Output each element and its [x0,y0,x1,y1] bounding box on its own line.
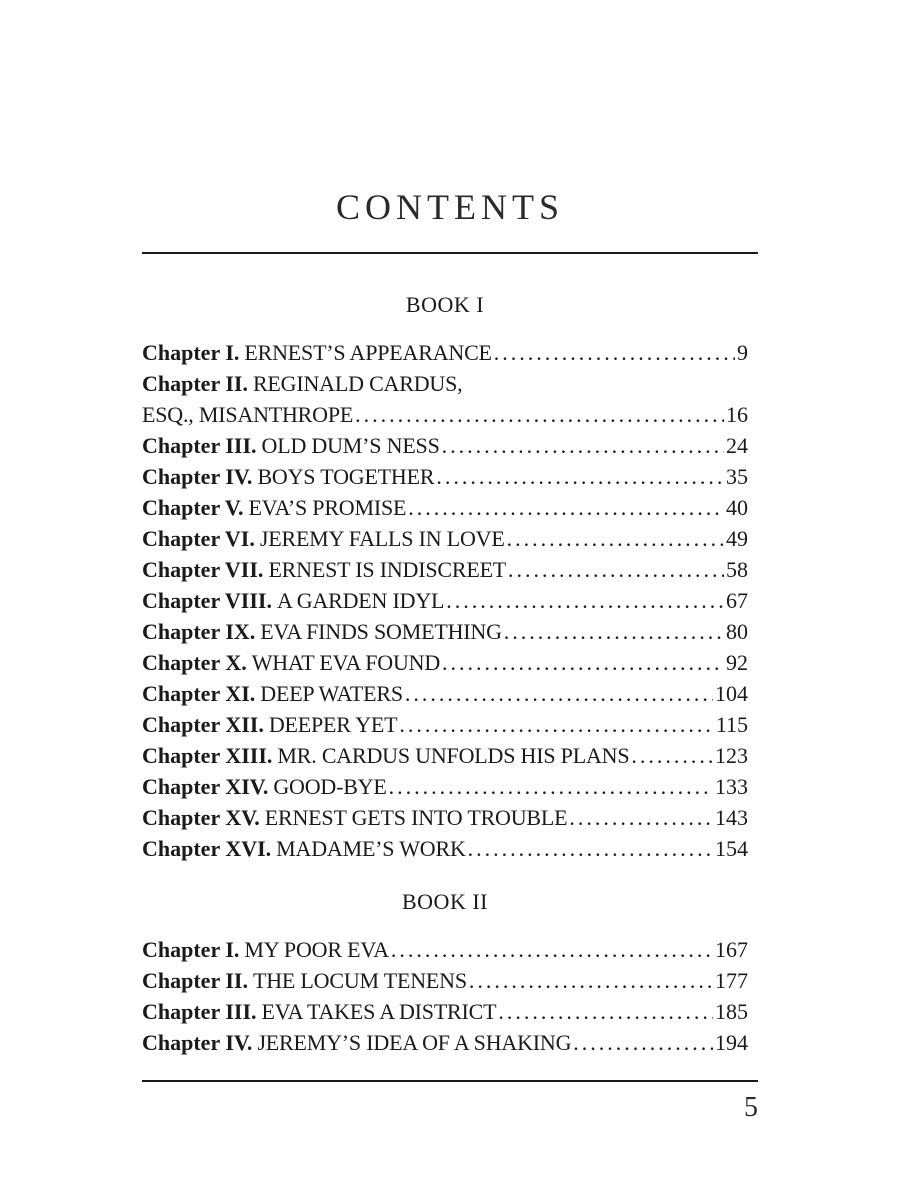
chapter-number: Chapter IV. [142,1030,253,1055]
dot-leader [507,523,724,554]
chapter-title: OLD DUM’S NESS [261,433,440,458]
page-reference: 123 [715,743,748,768]
dot-leader [399,709,713,740]
toc-entry [142,934,748,965]
chapter-title: MR. CARDUS UNFOLDS HIS PLANS [277,743,630,768]
page-reference: 133 [715,774,748,799]
page-reference: 115 [715,712,748,737]
dot-leader [442,647,724,678]
dot-leader [436,461,724,492]
chapter-number: Chapter III. [142,999,257,1024]
dot-leader [494,337,735,368]
chapter-number: Chapter I. [142,937,240,962]
dot-leader [405,678,713,709]
dot-leader [508,554,724,585]
page-reference: 24 [726,433,748,458]
toc-entry [142,523,748,554]
dot-leader [498,996,713,1027]
chapter-title: DEEP WATERS [260,681,403,706]
dot-leader [389,771,713,802]
page-reference: 67 [726,588,748,613]
chapter-title: JEREMY’S IDEA OF A SHAKING [257,1030,572,1055]
chapter-title: WHAT EVA FOUND [251,650,441,675]
page-reference: 92 [726,650,748,675]
dot-leader [468,833,713,864]
chapter-title: JEREMY FALLS IN LOVE [259,526,505,551]
page-reference: 194 [715,1030,748,1055]
chapter-number: Chapter I. [142,340,240,365]
toc-entry [142,492,748,523]
book-heading: BOOK I [405,292,485,317]
dot-leader [504,616,724,647]
chapter-number: Chapter VII. [142,557,264,582]
toc-entry [142,647,748,678]
chapter-number: Chapter II. [142,968,248,993]
chapter-title: A GARDEN IDYL [277,588,445,613]
chapter-number: Chapter V. [142,495,244,520]
page-reference: 185 [715,999,748,1024]
page-reference: 104 [715,681,748,706]
toc-entry [142,802,748,833]
page-number: 5 [744,1092,758,1123]
book-heading: BOOK II [402,889,488,914]
chapter-number: Chapter IX. [142,619,256,644]
toc-entry [142,996,748,1027]
toc-entry [142,337,748,368]
page-reference: 58 [726,557,748,582]
page-reference: 40 [726,495,748,520]
page-reference: 80 [726,619,748,644]
page-reference: 16 [726,402,748,427]
chapter-title: EVA’S PROMISE [248,495,407,520]
dot-leader [442,430,724,461]
chapter-number: Chapter XVI. [142,836,272,861]
chapter-title: ERNEST’S APPEARANCE [244,340,492,365]
toc-entry [142,965,748,996]
dot-leader [631,740,713,771]
page-reference: 35 [726,464,748,489]
chapter-title: THE LOCUM TENENS [252,968,467,993]
chapter-number: Chapter XII. [142,712,264,737]
toc-entry [142,740,748,771]
chapter-number: Chapter III. [142,433,257,458]
chapter-title: MADAME’S WORK [276,836,466,861]
chapter-title: GOOD-BYE [273,774,387,799]
chapter-title: ERNEST GETS INTO TROUBLE [264,805,568,830]
toc-entry [142,709,748,740]
toc-entry [142,461,748,492]
page-reference: 49 [726,526,748,551]
chapter-number: Chapter II. [142,371,248,396]
toc-entry [142,368,748,399]
chapter-number: Chapter XIII. [142,743,273,768]
chapter-title: REGINALD CARDUS, [252,371,463,396]
bottom-divider [142,1080,758,1082]
chapter-number: Chapter VI. [142,526,255,551]
chapter-title: ERNEST IS INDISCREET [268,557,507,582]
chapter-number: Chapter XIV. [142,774,269,799]
toc-entry [142,554,748,585]
dot-leader [469,965,713,996]
top-divider [142,252,758,254]
page-reference: 154 [715,836,748,861]
dot-leader [569,802,713,833]
page-reference: 167 [715,937,748,962]
toc-entry [142,430,748,461]
chapter-title: BOYS TOGETHER [257,464,435,489]
chapter-title: ESQ., MISANTHROPE [142,402,354,427]
toc-entry [142,1027,748,1058]
page-reference: 9 [737,340,748,365]
toc-entry [142,585,748,616]
chapter-title: EVA TAKES A DISTRICT [261,999,497,1024]
table-of-contents [142,288,748,1058]
page-title: CONTENTS [336,187,564,227]
toc-entry [142,833,748,864]
page-reference: 143 [715,805,748,830]
toc-entry [142,678,748,709]
dot-leader [446,585,724,616]
dot-leader [408,492,724,523]
chapter-number: Chapter XI. [142,681,256,706]
chapter-number: Chapter VIII. [142,588,272,613]
chapter-number: Chapter XV. [142,805,260,830]
dot-leader [391,934,713,965]
chapter-number: Chapter IV. [142,464,253,489]
toc-entry [142,616,748,647]
chapter-number: Chapter X. [142,650,247,675]
chapter-title: MY POOR EVA [244,937,389,962]
dot-leader [355,399,724,430]
toc-entry-continuation [142,399,748,430]
page-reference: 177 [715,968,748,993]
dot-leader [573,1027,713,1058]
chapter-title: EVA FINDS SOMETHING [260,619,502,644]
toc-entry [142,771,748,802]
chapter-title: DEEPER YET [268,712,398,737]
